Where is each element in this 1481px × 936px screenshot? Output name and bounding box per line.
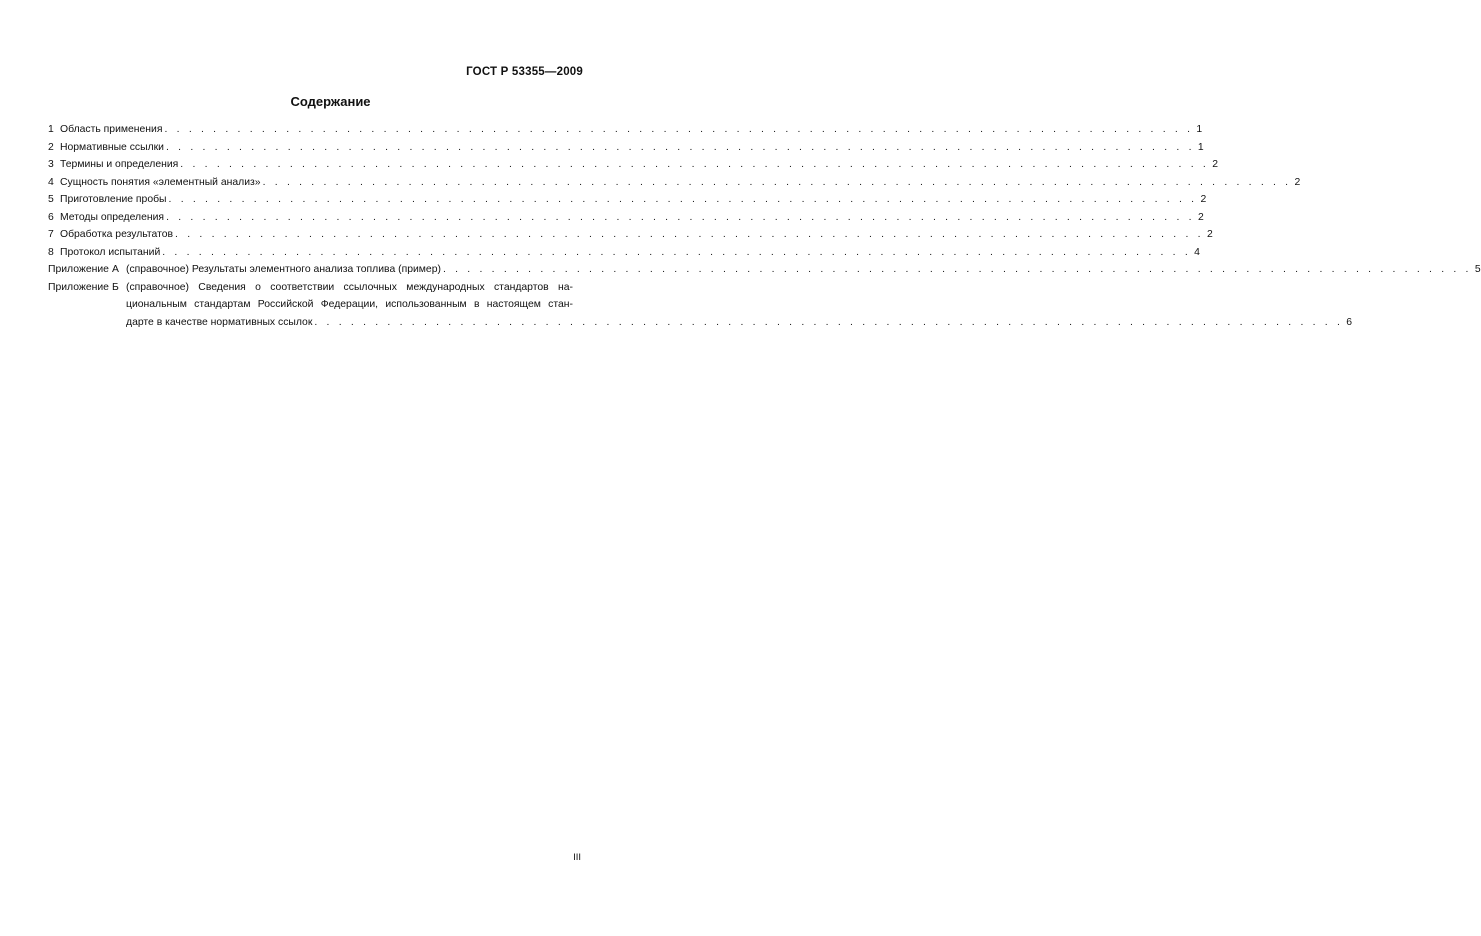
appendix-line [126,314,1352,332]
toc-entry-title: Обработка результатов [60,229,174,240]
dot-leader [166,209,1195,227]
toc-entry-number: 4 [48,176,54,188]
toc-entry-number: 6 [48,211,54,223]
dot-leader [314,314,1343,332]
toc-entry-number: 7 [48,229,54,240]
dot-leader [169,191,1198,209]
toc-entry-title: Протокол испытаний [60,246,161,258]
page-number: III [573,852,581,863]
appendix-title-line: циональным стандартам Российской Федерации, использованным в настоящем стан- [126,299,573,310]
toc-appendix-a[interactable] [48,261,1481,279]
appendix-body [126,279,583,297]
table-of-contents [48,121,1481,331]
dot-leader [166,139,1195,157]
toc-entry-number: 3 [48,159,54,170]
toc-entry[interactable] [48,226,1213,244]
dot-leader [443,261,1472,279]
dot-leader [162,244,1191,262]
toc-entry[interactable] [48,244,1200,262]
toc-entry-title: Сущность понятия «элементный анализ» [60,176,261,188]
toc-entry[interactable] [48,209,1204,227]
dot-leader [180,156,1209,174]
toc-appendix-b-continued [48,314,1353,332]
toc-entry-page: 1 [1196,124,1203,135]
appendix-page: 6 [1346,316,1353,328]
appendix-letter: А [112,264,119,275]
toc-entry-page: 2 [1206,229,1213,240]
appendix-body [126,296,583,314]
toc-entry-number: 8 [48,246,54,258]
appendix-letter: Б [112,281,119,293]
toc-entry-title: Область применения [60,124,163,135]
appendix-title-line: дарте в качестве нормативных ссылок [126,316,313,328]
appendix-title-line: (справочное) Сведения о соответствии ссылочных международных стандартов на- [126,281,573,293]
appendix-page: 5 [1474,264,1481,275]
toc-entry-page: 4 [1194,246,1200,258]
dot-leader [175,226,1204,244]
toc-entry-title: Приготовление пробы [60,194,167,205]
toc-entry[interactable] [48,156,1218,174]
toc-entry-number: 1 [48,124,54,135]
toc-title: Содержание [290,94,371,109]
toc-entry[interactable] [48,191,1207,209]
toc-entry-page: 1 [1197,141,1204,153]
appendix-title: (справочное) Результаты элементного анализа топлива (пример) [126,264,441,275]
toc-appendix-b[interactable] [48,279,583,297]
appendix-label: Приложение [48,281,109,293]
appendix-body [126,314,1352,332]
toc-entry-title: Нормативные ссылки [60,141,164,153]
appendix-line [126,261,1481,279]
appendix-label: Приложение [48,264,109,275]
document-code: ГОСТ Р 53355—2009 [466,66,583,78]
toc-entry[interactable] [48,174,1301,192]
toc-entry-page: 2 [1212,159,1218,170]
toc-entry[interactable] [48,121,1203,139]
toc-entry-page: 2 [1197,211,1204,223]
toc-entry-page: 2 [1294,176,1301,188]
toc-entry-number: 2 [48,141,54,153]
dot-leader [164,121,1193,139]
appendix-body [126,261,1481,279]
dot-leader [263,174,1292,192]
toc-entry-title: Методы определения [60,211,165,223]
toc-appendix-b-continued [48,296,583,314]
toc-entry-page: 2 [1200,194,1207,205]
toc-entry-title: Термины и определения [60,159,179,170]
toc-entry[interactable] [48,139,1204,157]
toc-entry-number: 5 [48,194,54,205]
